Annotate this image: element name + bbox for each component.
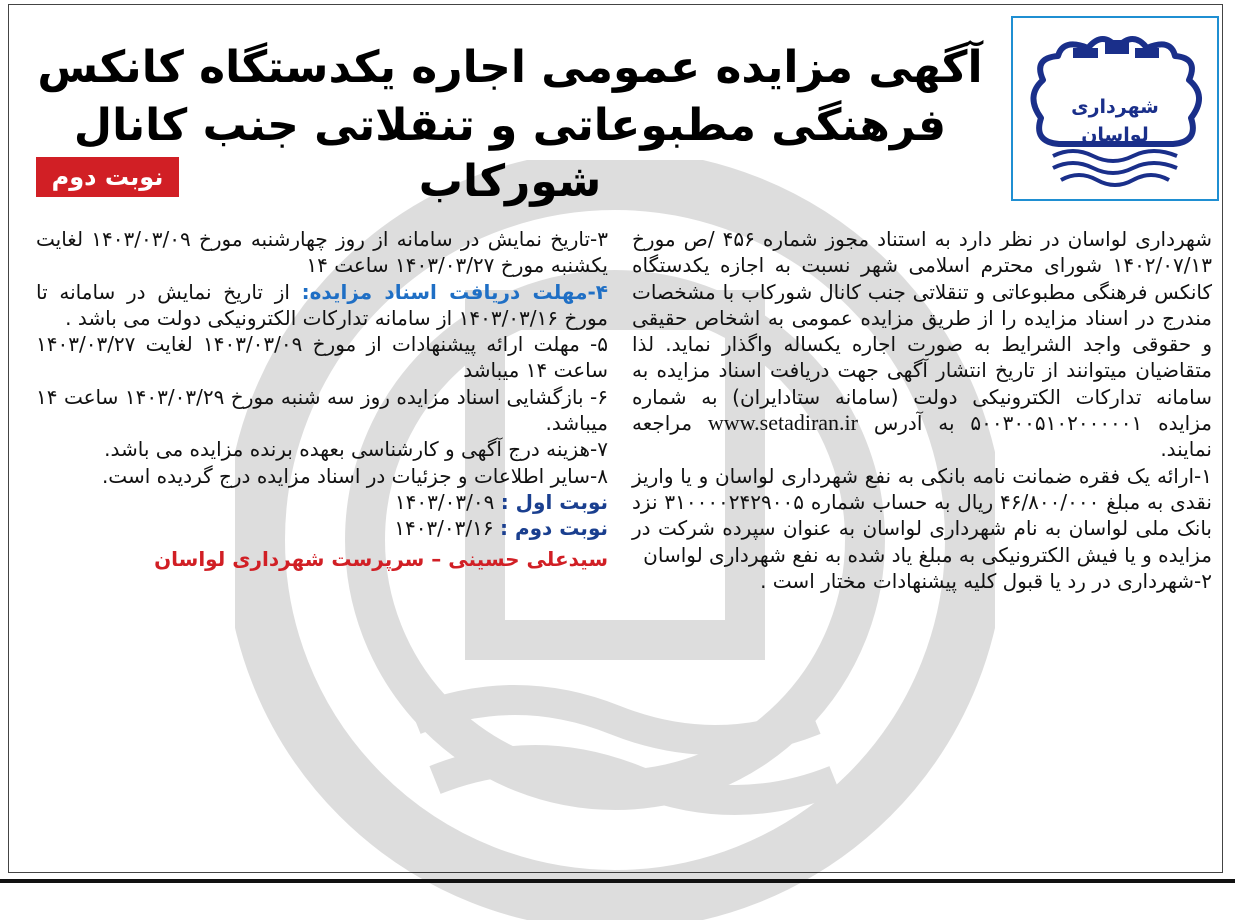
second-round-date: ۱۴۰۳/۰۳/۱۶	[394, 516, 494, 541]
item-4-text: از تاریخ نمایش در سامانه تا مورخ ۱۴۰۳/۰۳/۱۶ از سامانه تدارکات الکترونیکی دولت می باشد .	[36, 279, 608, 330]
logo-text-lavasan: لواسان	[1081, 124, 1149, 146]
item-2: ۲-شهرداری در رد یا قبول کلیه پیشنهادات مختار است .	[760, 568, 1212, 593]
item-5: ۵- مهلت ارائه پیشنهادات از مورخ ۱۴۰۳/۰۳/۰۹ لغایت ۱۴۰۳/۰۳/۲۷ ساعت ۱۴ میباشد	[36, 332, 608, 383]
setadiran-url: www.setadiran.ir	[707, 410, 858, 436]
municipality-logo	[1011, 16, 1219, 201]
second-round	[36, 515, 608, 541]
first-round-date: ۱۴۰۳/۰۳/۰۹	[394, 489, 495, 514]
logo-text-municipality: شهرداری	[1071, 96, 1159, 118]
right-column	[632, 226, 1212, 594]
notice-title-line2: فرهنگی مطبوعاتی و تنقلاتی جنب کانال شورکاب	[73, 100, 947, 207]
intro-text: شهرداری لواسان در نظر دارد به استناد مجوز شماره ۴۵۶ /ص مورخ ۱۴۰۲/۰۷/۱۳ شورای محترم اسلامی شهر نسبت به اجازه یکدستگاه کانکس فرهنگی مطبوعاتی و تنقلاتی جنب کانال شورکاب با مشخصات مندرج در اسناد مزایده را از طریق مزایده عمومی به اشخاص حقیقی و حقوقی واجد الشرایط به صورت اجاره یکساله واگذار نماید. لذا متقاضیان میتوانند از تاریخ انتشار آگهی جهت دریافت اسناد مزایده به سامانه تدارکات الکترونیکی دولت (سامانه ستادایران) به شماره مزایده ۵۰۰۳۰۰۵۱۰۲۰۰۰۰۰۱ به آدرس	[632, 227, 1212, 436]
item-4	[36, 279, 608, 332]
intro-end: مراجعه نمایند.	[632, 411, 1212, 462]
notice-title-line1: آگهی مزایده عمومی اجاره یکدستگاه کانکس	[37, 42, 983, 93]
round-badge: نوبت دوم	[36, 157, 179, 197]
first-round	[36, 489, 608, 515]
first-round-label: نوبت اول :	[500, 489, 608, 514]
item-4-label: ۴-مهلت دریافت اسناد مزایده:	[301, 279, 608, 304]
bottom-rule	[0, 879, 1235, 883]
item-3: ۳-تاریخ نمایش در سامانه از روز چهارشنبه مورخ ۱۴۰۳/۰۳/۰۹ لغایت یکشنبه مورخ ۱۴۰۳/۰۳/۲۷ ساعت ۱۴	[36, 227, 608, 278]
item-1: ۱-ارائه یک فقره ضمانت نامه بانکی به نفع شهرداری لواسان و یا واریز نقدی به مبلغ ۴۶/۸۰۰/۰۰۰ ریال به حساب شماره ۳۱۰۰۰۰۲۴۲۹۰۰۵ نزد بانک ملی لواسان به نام شهرداری لواسان به عنوان سپرده شرکت در مزایده و یا فیش الکترونیکی به مبلغ یاد شده به نفع شهرداری لواسان	[632, 463, 1212, 567]
item-8: ۸-سایر اطلاعات و جزئیات در اسناد مزایده درج گردیده است.	[101, 463, 608, 488]
signature: سیدعلی حسینی – سرپرست شهرداری لواسان	[154, 546, 608, 571]
left-column	[36, 226, 608, 572]
item-7: ۷-هزینه درج آگهی و کارشناسی بعهده برنده مزایده می باشد.	[104, 437, 608, 462]
second-round-label: نوبت دوم :	[499, 516, 608, 541]
item-6: ۶- بازگشایی اسناد مزایده روز سه شنبه مورخ ۱۴۰۳/۰۳/۲۹ ساعت ۱۴ میباشد.	[36, 384, 609, 436]
intro-paragraph	[632, 226, 1212, 463]
